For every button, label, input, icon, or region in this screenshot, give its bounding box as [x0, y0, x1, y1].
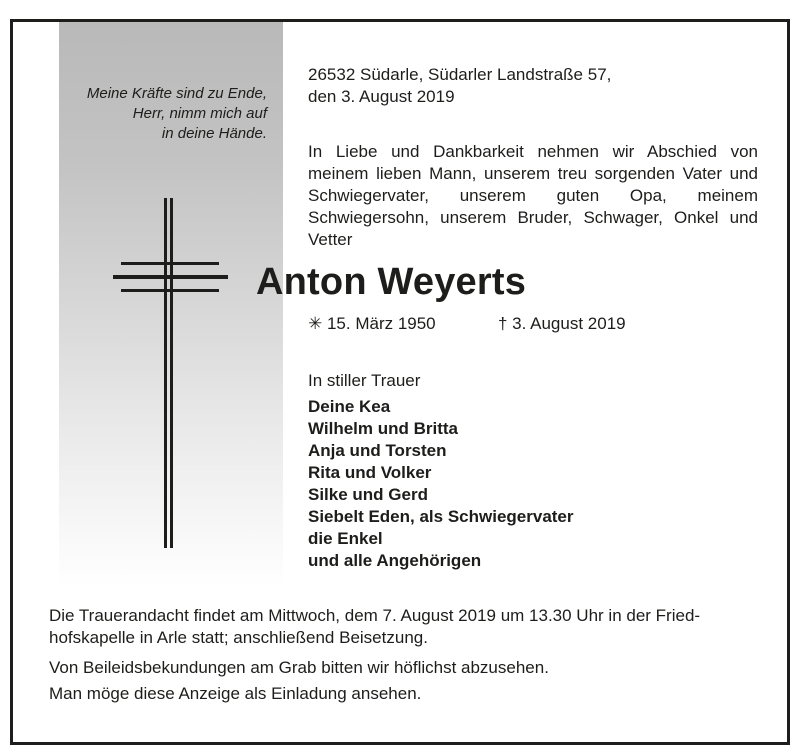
- mourner-name: die Enkel: [308, 529, 383, 548]
- mourning-heading: In stiller Trauer: [308, 371, 421, 390]
- mourner-name: und alle Angehörigen: [308, 551, 482, 570]
- quote-line: in deine Hände.: [161, 125, 267, 142]
- service-line: Die Trauerandacht findet am Mittwoch, dem 7. August 2019 um 13.30 Uhr in der Fried-: [49, 606, 701, 625]
- birth-date: ✳ 15. März 1950: [308, 314, 436, 333]
- invitation-note: Man möge diese Anzeige als Einladung ansehen.: [49, 684, 422, 703]
- bible-quote: [65, 84, 267, 144]
- mourner-name: Silke und Gerd: [308, 485, 428, 504]
- mourner-name: Siebelt Eden, als Schwiegervater: [308, 507, 574, 526]
- mourner-name: Anja und Torsten: [308, 441, 447, 460]
- service-line: hofskapelle in Arle statt; anschließend Beisetzung.: [49, 628, 428, 647]
- obituary-notice: [10, 19, 790, 745]
- mourner-name: Rita und Volker: [308, 463, 432, 482]
- mourner-name: Wilhelm und Britta: [308, 419, 459, 438]
- quote-line: Meine Kräfte sind zu Ende,: [86, 85, 267, 102]
- intro-text: In Liebe und Dankbarkeit nehmen wir Abschied von meinem lieben Mann, unserem treu sorgenden Vater und Schwiegervater, unserem guten Opa, meinem Schwiegersohn, unserem Bruder, Schwager, Onkel und Vetter: [308, 142, 758, 249]
- deceased-name: Anton Weyerts: [256, 261, 527, 303]
- cross-icon: [113, 198, 229, 550]
- condolences-note: Von Beileidsbekundungen am Grab bitten wir höflichst abzusehen.: [49, 658, 549, 677]
- date-line: den 3. August 2019: [308, 87, 455, 106]
- quote-line: Herr, nimm mich auf: [132, 105, 267, 122]
- address-line: 26532 Südarle, Südarler Landstraße 57,: [308, 65, 612, 84]
- mourners-list: [308, 396, 574, 572]
- mourner-name: Deine Kea: [308, 397, 391, 416]
- death-date: † 3. August 2019: [498, 314, 626, 333]
- service-info: [49, 605, 769, 649]
